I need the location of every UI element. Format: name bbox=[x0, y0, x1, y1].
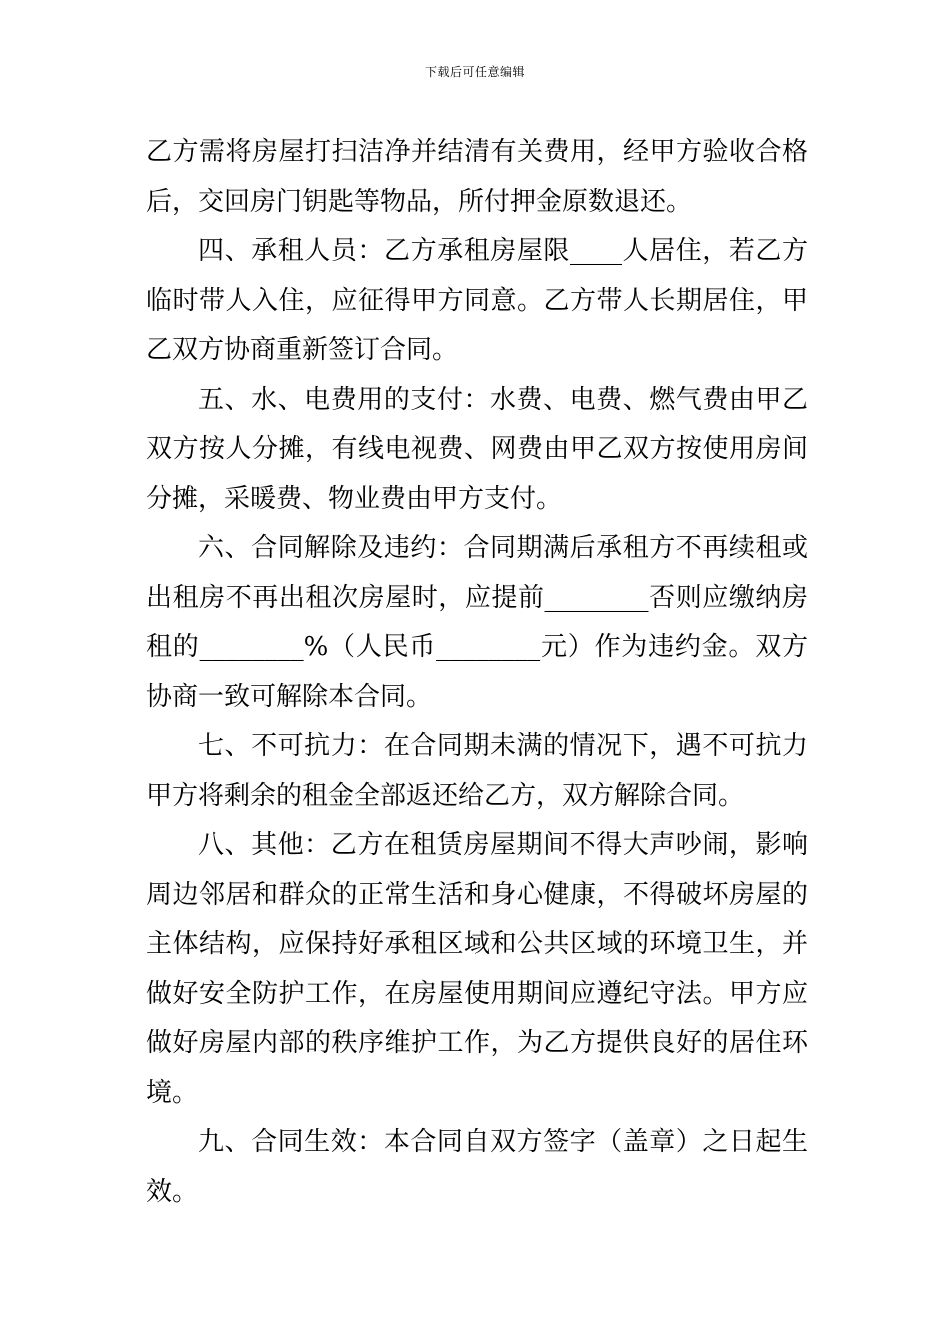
paragraph-clause-5: 五、水、电费用的支付：水费、电费、燃气费由甲乙双方按人分摊，有线电视费、网费由甲乙双方按使用房间分摊，采暖费、物业费由甲方支付。 bbox=[146, 384, 808, 514]
page-header-note: 下载后可任意编辑 bbox=[424, 65, 525, 79]
paragraph-clause-4: 四、承租人员：乙方承租房屋限____人居住，若乙方临时带人入住，应征得甲方同意。乙方带人长期居住，甲乙双方协商重新签订合同。 bbox=[146, 236, 808, 365]
paragraph-clause-7: 七、不可抗力：在合同期未满的情况下，遇不可抗力甲方将剩余的租金全部返还给乙方，双方解除合同。 bbox=[146, 731, 808, 811]
paragraph-clause-8: 八、其他：乙方在租赁房屋期间不得大声吵闹，影响周边邻居和群众的正常生活和身心健康，不得破坏房屋的主体结构，应保持好承租区域和公共区域的环境卫生，并做好安全防护工作，在房屋使用期间应遵纪守法。甲方应做好房屋内部的秩序维护工作，为乙方提供良好的居住环境。 bbox=[146, 830, 808, 1108]
paragraph-clause-6: 六、合同解除及违约：合同期满后承租方不再续租或出租房不再出租次房屋时，应提前________否则应缴纳房租的________%（人民币________元）作为违约金。双方协商一致可解除本合同。 bbox=[146, 533, 808, 712]
document-body bbox=[146, 128, 808, 1217]
paragraph-continuation: 乙方需将房屋打扫洁净并结清有关费用，经甲方验收合格后，交回房门钥匙等物品，所付押金原数退还。 bbox=[146, 137, 808, 217]
paragraph-clause-9: 九、合同生效：本合同自双方签字（盖章）之日起生效。 bbox=[146, 1127, 808, 1207]
